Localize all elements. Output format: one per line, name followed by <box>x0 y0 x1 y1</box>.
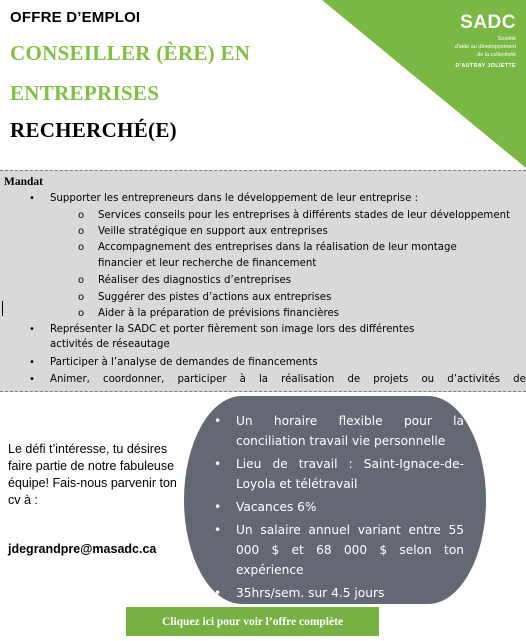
bullet-icon: • <box>214 523 222 537</box>
bullet-icon: • <box>29 374 35 385</box>
word: de <box>347 374 361 385</box>
bullet-icon: • <box>214 500 222 514</box>
apply-pitch: Le défi t’intéresse, tu désires faire partie de notre fabuleuse équipe! Fais-nous parvenir ton cv à : <box>8 442 177 507</box>
mandat-subitem-continued: financier et leur recherche de financement <box>98 258 317 269</box>
mandat-subitem: Réaliser des diagnostics d’entreprises <box>98 275 292 286</box>
benefit-text: Un horaire flexible pour la conciliation travail vie personnelle <box>236 414 464 448</box>
mandat-subitem: Aider à la préparation de prévisions financières <box>98 308 340 319</box>
mandat-section <box>0 170 526 392</box>
word: coordonner, <box>102 374 165 385</box>
job-title-line-3: RECHERCHÉ(E) <box>10 118 177 142</box>
benefit-text: Lieu de travail : Saint-Ignace-de-Loyola et télétravail <box>236 457 464 491</box>
mandat-item: Représenter la SADC et porter fièrement son image lors des différentes <box>50 324 415 335</box>
mandat-item-continued: activités de réseautage <box>50 339 170 350</box>
word: d’activités <box>447 374 501 385</box>
benefit-item <box>214 454 464 494</box>
word: de <box>513 374 526 385</box>
bullet-icon: • <box>29 193 35 204</box>
sub-bullet-icon: o <box>78 292 85 303</box>
benefits-list <box>214 411 464 606</box>
bullet-icon: • <box>29 324 35 335</box>
job-posting-header <box>0 0 526 170</box>
logo-wordmark: SADC <box>460 12 516 33</box>
bullet-icon: • <box>214 457 222 471</box>
sub-bullet-icon: o <box>78 308 85 319</box>
word: ou <box>421 374 435 385</box>
sub-bullet-icon: o <box>78 275 85 286</box>
word: la <box>258 374 269 385</box>
logo-tagline-1: Société <box>497 36 516 42</box>
view-full-offer-button[interactable]: Cliquez ici pour voir l’offre complète <box>126 607 379 636</box>
mandat-subitem: Accompagnement des entreprises dans la réalisation de leur montage <box>98 242 457 253</box>
sub-bullet-icon: o <box>78 226 85 237</box>
benefit-item <box>214 411 464 451</box>
word: participer <box>177 374 227 385</box>
mandat-subitem: Services conseils pour les entreprises à différents stades de leur développement <box>98 210 511 221</box>
job-title-line-2: ENTREPRISES <box>10 81 160 105</box>
logo-tagline-3: de la collectivité <box>477 52 516 58</box>
bullet-icon: • <box>214 414 222 428</box>
sadc-logo <box>424 12 516 69</box>
job-title-line-1: CONSEILLER (ÈRE) EN <box>10 41 251 65</box>
mandat-item-justified <box>50 372 526 388</box>
benefit-item <box>214 497 464 517</box>
word: Animer, <box>50 374 90 385</box>
sub-bullet-icon: o <box>78 210 85 221</box>
mandat-subitem: Suggérer des pistes d’actions aux entreprises <box>98 292 332 303</box>
mandat-title: Mandat <box>4 176 43 188</box>
contact-email[interactable]: jdegrandpre@masadc.ca <box>8 542 157 556</box>
benefit-item <box>214 583 464 603</box>
bullet-icon: • <box>29 357 35 368</box>
margin-marker <box>2 301 3 316</box>
word: projets <box>373 374 409 385</box>
logo-region: D'AUTRAY JOLIETTE <box>455 63 516 69</box>
benefit-text: Vacances 6% <box>236 500 317 514</box>
bullet-icon: • <box>214 586 222 600</box>
benefit-text: Un salaire annuel variant entre 55 000 $ et 68 000 $ selon ton expérience <box>236 523 464 577</box>
kicker-label: OFFRE D’EMPLOI <box>10 9 141 26</box>
logo-tagline-2: d'aide au développement <box>454 44 516 50</box>
benefit-text: 35hrs/sem. sur 4.5 jours <box>236 586 385 600</box>
mandat-subitem: Veille stratégique en support aux entreprises <box>98 226 328 237</box>
mandat-item: Participer à l’analyse de demandes de financements <box>50 357 318 368</box>
word: réalisation <box>281 374 335 385</box>
word: à <box>239 374 246 385</box>
mandat-item: Supporter les entrepreneurs dans le développement de leur entreprise : <box>50 193 419 204</box>
benefit-item <box>214 520 464 580</box>
sub-bullet-icon: o <box>78 242 85 253</box>
